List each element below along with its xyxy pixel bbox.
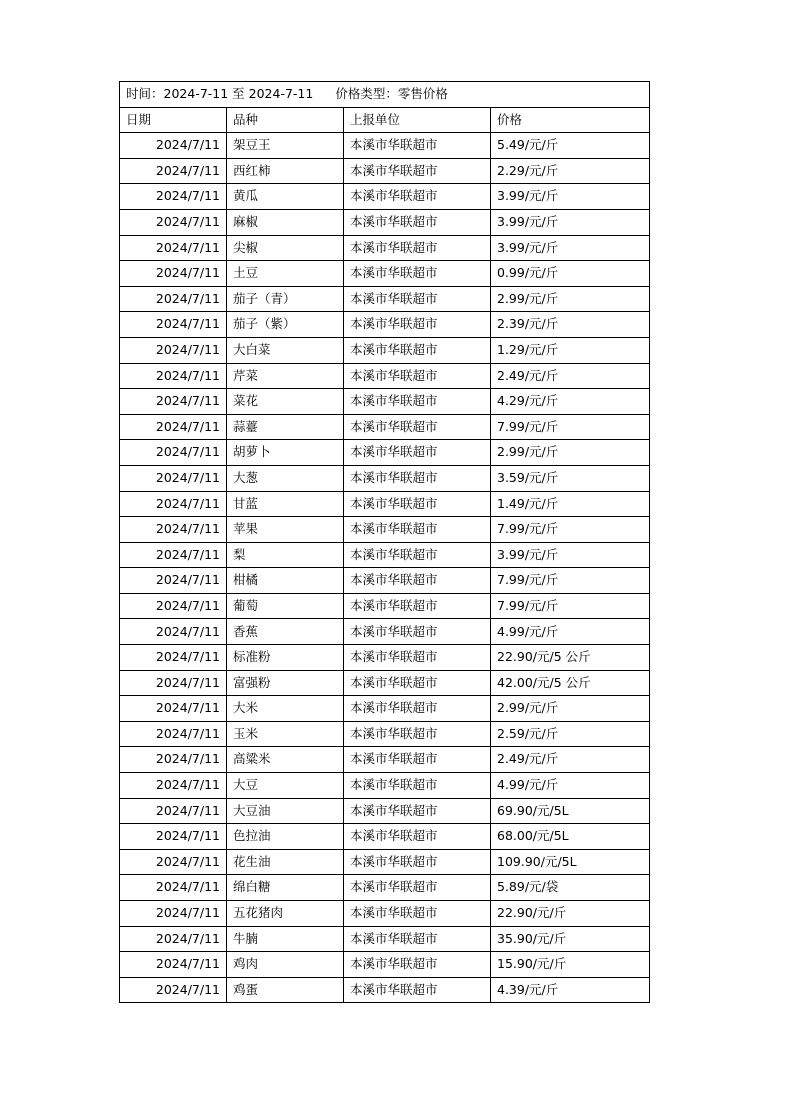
cell-variety: 梨 [227,542,344,568]
header-variety: 品种 [227,107,344,133]
cell-variety: 色拉油 [227,824,344,850]
table-row [120,568,650,594]
cell-reporting-unit: 本溪市华联超市 [344,414,491,440]
cell-price: 4.99/元/斤 [491,773,650,799]
cell-date: 2024/7/11 [120,977,227,1003]
cell-price: 2.29/元/斤 [491,158,650,184]
cell-price: 7.99/元/斤 [491,517,650,543]
cell-reporting-unit: 本溪市华联超市 [344,977,491,1003]
cell-price: 3.99/元/斤 [491,235,650,261]
cell-reporting-unit: 本溪市华联超市 [344,465,491,491]
price-report-sheet [119,81,649,1003]
cell-variety: 土豆 [227,261,344,287]
cell-price: 3.59/元/斤 [491,465,650,491]
cell-variety: 花生油 [227,849,344,875]
cell-price: 2.39/元/斤 [491,312,650,338]
table-row [120,517,650,543]
table-row [120,696,650,722]
table-row [120,670,650,696]
cell-reporting-unit: 本溪市华联超市 [344,312,491,338]
cell-variety: 茄子（紫） [227,312,344,338]
time-range-label: 时间：2024-7-11 至 2024-7-11 [126,86,314,102]
cell-date: 2024/7/11 [120,901,227,927]
cell-reporting-unit: 本溪市华联超市 [344,696,491,722]
cell-reporting-unit: 本溪市华联超市 [344,542,491,568]
cell-reporting-unit: 本溪市华联超市 [344,619,491,645]
cell-variety: 牛腩 [227,926,344,952]
cell-date: 2024/7/11 [120,645,227,671]
cell-reporting-unit: 本溪市华联超市 [344,670,491,696]
cell-price: 22.90/元/斤 [491,901,650,927]
cell-price: 5.49/元/斤 [491,133,650,159]
cell-date: 2024/7/11 [120,849,227,875]
cell-price: 1.49/元/斤 [491,491,650,517]
cell-date: 2024/7/11 [120,926,227,952]
cell-variety: 葡萄 [227,593,344,619]
price-table [119,81,650,1003]
cell-date: 2024/7/11 [120,773,227,799]
table-row [120,926,650,952]
cell-date: 2024/7/11 [120,670,227,696]
cell-price: 2.49/元/斤 [491,747,650,773]
cell-date: 2024/7/11 [120,133,227,159]
cell-price: 2.99/元/斤 [491,440,650,466]
cell-date: 2024/7/11 [120,619,227,645]
cell-price: 109.90/元/5L [491,849,650,875]
table-row [120,158,650,184]
cell-date: 2024/7/11 [120,824,227,850]
cell-date: 2024/7/11 [120,798,227,824]
header-row [120,107,650,133]
cell-price: 3.99/元/斤 [491,184,650,210]
cell-price: 5.89/元/袋 [491,875,650,901]
table-row [120,312,650,338]
cell-reporting-unit: 本溪市华联超市 [344,798,491,824]
cell-reporting-unit: 本溪市华联超市 [344,158,491,184]
cell-reporting-unit: 本溪市华联超市 [344,901,491,927]
cell-date: 2024/7/11 [120,696,227,722]
cell-reporting-unit: 本溪市华联超市 [344,235,491,261]
cell-reporting-unit: 本溪市华联超市 [344,747,491,773]
cell-variety: 芹菜 [227,363,344,389]
cell-price: 3.99/元/斤 [491,542,650,568]
cell-reporting-unit: 本溪市华联超市 [344,286,491,312]
cell-price: 7.99/元/斤 [491,593,650,619]
cell-reporting-unit: 本溪市华联超市 [344,849,491,875]
cell-date: 2024/7/11 [120,363,227,389]
cell-variety: 大米 [227,696,344,722]
cell-date: 2024/7/11 [120,440,227,466]
table-row [120,209,650,235]
cell-date: 2024/7/11 [120,491,227,517]
cell-variety: 香蕉 [227,619,344,645]
cell-variety: 富强粉 [227,670,344,696]
header-reporting-unit: 上报单位 [344,107,491,133]
cell-variety: 柑橘 [227,568,344,594]
table-row [120,619,650,645]
table-row [120,184,650,210]
table-row [120,593,650,619]
table-row [120,286,650,312]
table-row [120,235,650,261]
cell-reporting-unit: 本溪市华联超市 [344,773,491,799]
table-row [120,747,650,773]
cell-reporting-unit: 本溪市华联超市 [344,133,491,159]
cell-variety: 大白菜 [227,337,344,363]
cell-price: 4.39/元/斤 [491,977,650,1003]
cell-date: 2024/7/11 [120,952,227,978]
table-row [120,337,650,363]
cell-date: 2024/7/11 [120,209,227,235]
cell-date: 2024/7/11 [120,389,227,415]
table-row [120,773,650,799]
cell-variety: 鸡肉 [227,952,344,978]
cell-variety: 黄瓜 [227,184,344,210]
cell-reporting-unit: 本溪市华联超市 [344,517,491,543]
table-row [120,389,650,415]
cell-reporting-unit: 本溪市华联超市 [344,440,491,466]
cell-price: 0.99/元/斤 [491,261,650,287]
cell-variety: 蒜薹 [227,414,344,440]
table-row [120,261,650,287]
cell-price: 2.49/元/斤 [491,363,650,389]
cell-price: 2.59/元/斤 [491,721,650,747]
cell-date: 2024/7/11 [120,261,227,287]
table-row [120,977,650,1003]
cell-price: 2.99/元/斤 [491,286,650,312]
cell-price: 68.00/元/5L [491,824,650,850]
table-row [120,875,650,901]
meta-cell [120,82,650,108]
price-table-body [120,82,650,1003]
table-row [120,721,650,747]
cell-date: 2024/7/11 [120,337,227,363]
table-row [120,363,650,389]
cell-variety: 苹果 [227,517,344,543]
header-price: 价格 [491,107,650,133]
table-row [120,645,650,671]
cell-variety: 玉米 [227,721,344,747]
cell-date: 2024/7/11 [120,517,227,543]
cell-date: 2024/7/11 [120,747,227,773]
cell-variety: 标准粉 [227,645,344,671]
cell-reporting-unit: 本溪市华联超市 [344,337,491,363]
cell-reporting-unit: 本溪市华联超市 [344,363,491,389]
cell-reporting-unit: 本溪市华联超市 [344,952,491,978]
cell-price: 15.90/元/斤 [491,952,650,978]
cell-reporting-unit: 本溪市华联超市 [344,593,491,619]
cell-reporting-unit: 本溪市华联超市 [344,568,491,594]
cell-reporting-unit: 本溪市华联超市 [344,721,491,747]
cell-date: 2024/7/11 [120,414,227,440]
table-row [120,133,650,159]
table-row [120,849,650,875]
cell-date: 2024/7/11 [120,542,227,568]
cell-price: 22.90/元/5 公斤 [491,645,650,671]
cell-price: 42.00/元/5 公斤 [491,670,650,696]
cell-variety: 甘蓝 [227,491,344,517]
cell-date: 2024/7/11 [120,158,227,184]
cell-variety: 高粱米 [227,747,344,773]
table-row [120,465,650,491]
cell-price: 4.29/元/斤 [491,389,650,415]
table-row [120,440,650,466]
header-date: 日期 [120,107,227,133]
price-type-label: 价格类型：零售价格 [335,86,448,102]
cell-price: 1.29/元/斤 [491,337,650,363]
cell-variety: 鸡蛋 [227,977,344,1003]
cell-date: 2024/7/11 [120,184,227,210]
table-row [120,491,650,517]
cell-date: 2024/7/11 [120,235,227,261]
cell-reporting-unit: 本溪市华联超市 [344,389,491,415]
table-row [120,824,650,850]
cell-variety: 大豆 [227,773,344,799]
cell-date: 2024/7/11 [120,312,227,338]
cell-variety: 菜花 [227,389,344,415]
table-row [120,414,650,440]
cell-date: 2024/7/11 [120,465,227,491]
table-row [120,798,650,824]
meta-row [120,82,650,108]
cell-variety: 大葱 [227,465,344,491]
cell-date: 2024/7/11 [120,593,227,619]
cell-reporting-unit: 本溪市华联超市 [344,645,491,671]
cell-price: 35.90/元/斤 [491,926,650,952]
cell-variety: 尖椒 [227,235,344,261]
cell-date: 2024/7/11 [120,286,227,312]
cell-date: 2024/7/11 [120,721,227,747]
cell-price: 4.99/元/斤 [491,619,650,645]
cell-variety: 五花猪肉 [227,901,344,927]
cell-date: 2024/7/11 [120,568,227,594]
cell-variety: 架豆王 [227,133,344,159]
cell-variety: 麻椒 [227,209,344,235]
table-row [120,901,650,927]
cell-price: 7.99/元/斤 [491,414,650,440]
cell-variety: 胡萝卜 [227,440,344,466]
cell-price: 7.99/元/斤 [491,568,650,594]
cell-variety: 西红柿 [227,158,344,184]
cell-reporting-unit: 本溪市华联超市 [344,491,491,517]
cell-reporting-unit: 本溪市华联超市 [344,824,491,850]
cell-price: 69.90/元/5L [491,798,650,824]
cell-reporting-unit: 本溪市华联超市 [344,875,491,901]
cell-date: 2024/7/11 [120,875,227,901]
cell-price: 2.99/元/斤 [491,696,650,722]
cell-reporting-unit: 本溪市华联超市 [344,926,491,952]
cell-reporting-unit: 本溪市华联超市 [344,184,491,210]
cell-price: 3.99/元/斤 [491,209,650,235]
cell-variety: 绵白糖 [227,875,344,901]
cell-reporting-unit: 本溪市华联超市 [344,209,491,235]
table-row [120,542,650,568]
table-row [120,952,650,978]
cell-variety: 茄子（青） [227,286,344,312]
cell-variety: 大豆油 [227,798,344,824]
cell-reporting-unit: 本溪市华联超市 [344,261,491,287]
